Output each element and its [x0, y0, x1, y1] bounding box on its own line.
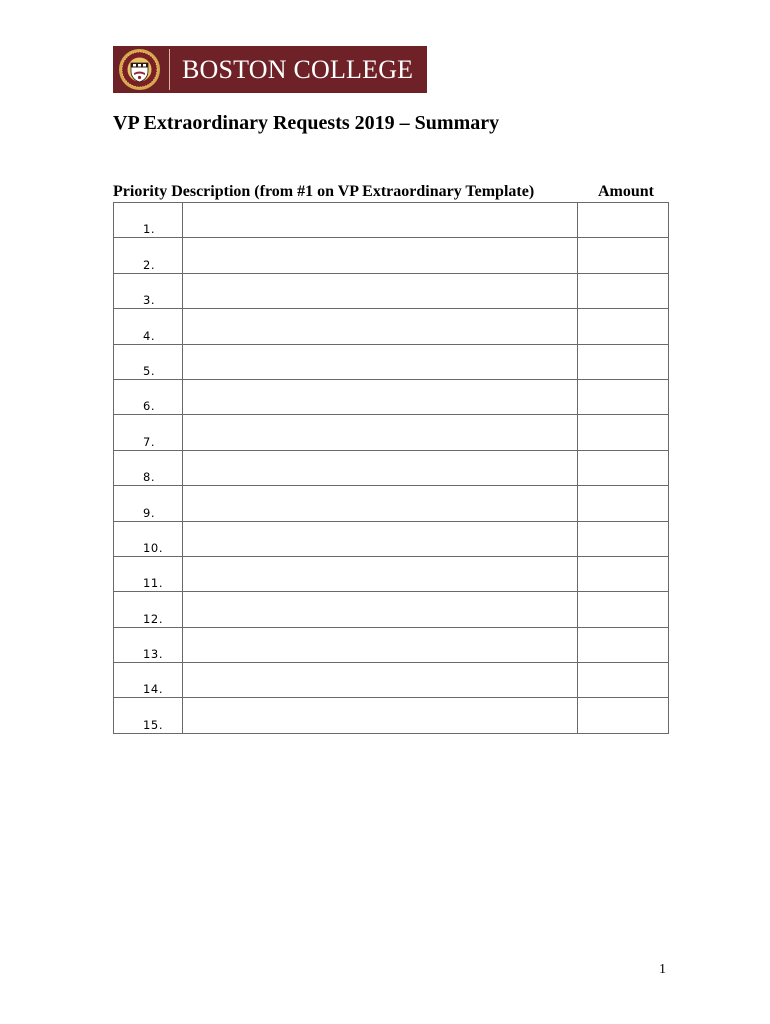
table-row	[114, 379, 669, 414]
amount-cell[interactable]	[578, 521, 669, 556]
row-number: 10.	[114, 521, 183, 556]
page-number: 1	[659, 962, 666, 977]
table-row	[114, 309, 669, 344]
row-number: 4.	[114, 309, 183, 344]
table-row	[114, 344, 669, 379]
description-cell[interactable]	[183, 450, 578, 485]
requests-table	[113, 202, 669, 734]
description-cell[interactable]	[183, 592, 578, 627]
amount-cell[interactable]	[578, 486, 669, 521]
amount-cell[interactable]	[578, 309, 669, 344]
document-title: VP Extraordinary Requests 2019 – Summary	[113, 112, 500, 134]
amount-cell[interactable]	[578, 450, 669, 485]
description-cell[interactable]	[183, 415, 578, 450]
amount-cell[interactable]	[578, 415, 669, 450]
amount-cell[interactable]	[578, 592, 669, 627]
description-cell[interactable]	[183, 627, 578, 662]
row-number: 6.	[114, 379, 183, 414]
table-row	[114, 450, 669, 485]
table-row	[114, 486, 669, 521]
description-cell[interactable]	[183, 203, 578, 238]
logo-divider	[169, 49, 170, 90]
description-cell[interactable]	[183, 556, 578, 591]
table-row	[114, 627, 669, 662]
description-column-header: Priority Description (from #1 on VP Extraordinary Template)	[113, 183, 535, 200]
boston-college-seal-icon	[118, 48, 161, 91]
description-cell[interactable]	[183, 238, 578, 273]
amount-cell[interactable]	[578, 698, 669, 733]
table-row	[114, 521, 669, 556]
amount-cell[interactable]	[578, 273, 669, 308]
row-number: 9.	[114, 486, 183, 521]
row-number: 7.	[114, 415, 183, 450]
row-number: 3.	[114, 273, 183, 308]
table-row	[114, 663, 669, 698]
description-cell[interactable]	[183, 486, 578, 521]
row-number: 15.	[114, 698, 183, 733]
row-number: 13.	[114, 627, 183, 662]
row-number: 11.	[114, 556, 183, 591]
row-number: 5.	[114, 344, 183, 379]
amount-cell[interactable]	[578, 556, 669, 591]
row-number: 2.	[114, 238, 183, 273]
amount-column-header: Amount	[598, 183, 655, 200]
row-number: 14.	[114, 663, 183, 698]
description-cell[interactable]	[183, 344, 578, 379]
boston-college-logo	[113, 46, 427, 93]
description-cell[interactable]	[183, 698, 578, 733]
description-cell[interactable]	[183, 379, 578, 414]
amount-cell[interactable]	[578, 203, 669, 238]
amount-cell[interactable]	[578, 663, 669, 698]
amount-cell[interactable]	[578, 627, 669, 662]
description-cell[interactable]	[183, 663, 578, 698]
table-row	[114, 415, 669, 450]
table-row	[114, 592, 669, 627]
row-number: 8.	[114, 450, 183, 485]
row-number: 12.	[114, 592, 183, 627]
table-row	[114, 203, 669, 238]
table-row	[114, 273, 669, 308]
amount-cell[interactable]	[578, 344, 669, 379]
requests-table-body	[114, 203, 669, 734]
row-number: 1.	[114, 203, 183, 238]
amount-cell[interactable]	[578, 238, 669, 273]
logo-wordmark: BOSTON COLLEGE	[182, 54, 414, 84]
table-row	[114, 556, 669, 591]
table-row	[114, 238, 669, 273]
description-cell[interactable]	[183, 309, 578, 344]
description-cell[interactable]	[183, 521, 578, 556]
description-cell[interactable]	[183, 273, 578, 308]
amount-cell[interactable]	[578, 379, 669, 414]
table-row	[114, 698, 669, 733]
